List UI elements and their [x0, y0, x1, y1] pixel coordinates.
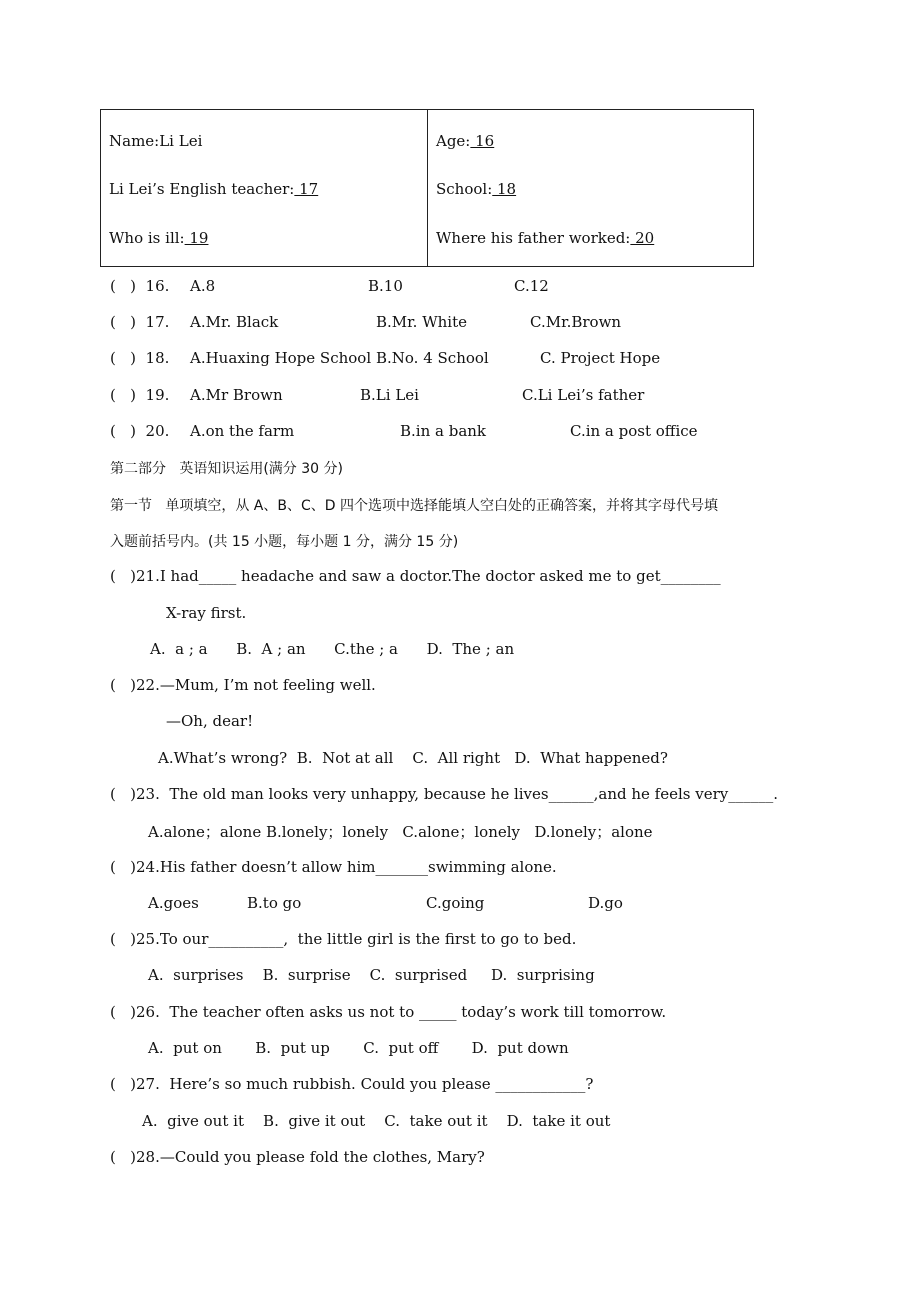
- question-stem: ( )25.To our__________, the little girl is the first to go to bed.: [110, 930, 577, 948]
- section-one-instructions-line1: 第一节 单项填空，从 A、B、C、D 四个选项中选择能填人空白处的正确答案，并将其字母代号填: [110, 498, 718, 514]
- father-work-cell: [436, 229, 654, 247]
- teacher-label: Li Lei’s English teacher:: [109, 180, 295, 198]
- question-number: ( ) 17.: [110, 313, 170, 331]
- option-c: C.going: [426, 894, 485, 912]
- option-c: C.12: [514, 277, 549, 295]
- question-number: ( ) 20.: [110, 422, 170, 440]
- section-one-instructions-line2: 入题前括号内。(共 15 小题，每小题 1 分，满分 15 分): [110, 534, 459, 550]
- question-options: A. surprises B. surprise C. surprised D. surprising: [148, 966, 595, 984]
- question-options: A. put on B. put up C. put off D. put down: [148, 1039, 569, 1057]
- option-b: B.No. 4 School: [376, 349, 489, 367]
- father-work-label: Where his father worked:: [436, 229, 631, 247]
- option-a: A.8: [190, 277, 216, 295]
- option-b: B.Li Lei: [360, 386, 419, 404]
- question-options: A. a ; a B. A ; an C.the ; a D. The ; an: [150, 640, 515, 658]
- question-stem: ( )28.—Could you please fold the clothes, Mary?: [110, 1148, 485, 1166]
- info-table-right-column: [428, 110, 755, 266]
- info-table: [100, 109, 754, 267]
- option-a: A.on the farm: [190, 422, 295, 440]
- ill-cell: [109, 229, 208, 247]
- name-cell: [109, 132, 202, 150]
- option-c: C.Li Lei’s father: [522, 386, 645, 404]
- option-b: B.10: [368, 277, 403, 295]
- question-stem-continued: X-ray first.: [166, 604, 247, 622]
- question-number: ( ) 16.: [110, 277, 170, 295]
- question-stem: ( )23. The old man looks very unhappy, because he lives______,and he feels very______.: [110, 785, 778, 803]
- teacher-answer-blank: 17: [294, 180, 319, 198]
- father-work-answer-blank: 20: [630, 229, 655, 247]
- question-stem: ( )24.His father doesn’t allow him_______swimming alone.: [110, 858, 557, 876]
- question-stem: ( )27. Here’s so much rubbish. Could you please ____________?: [110, 1075, 594, 1093]
- school-label: School:: [436, 180, 493, 198]
- option-b: B.in a bank: [400, 422, 487, 440]
- option-a: A.goes: [148, 894, 199, 912]
- option-b: B.Mr. White: [376, 313, 467, 331]
- ill-answer-blank: 19: [184, 229, 209, 247]
- question-stem: ( )26. The teacher often asks us not to _____ today’s work till tomorrow.: [110, 1003, 667, 1021]
- option-d: D.go: [588, 894, 623, 912]
- question-number: ( ) 19.: [110, 386, 170, 404]
- school-cell: [436, 180, 516, 198]
- ill-label: Who is ill:: [109, 229, 185, 247]
- age-answer-blank: 16: [470, 132, 495, 150]
- option-a: A.Mr. Black: [190, 313, 279, 331]
- question-options: A.What’s wrong? B. Not at all C. All right D. What happened?: [158, 749, 668, 767]
- question-stem: ( )21.I had_____ headache and saw a doctor.The doctor asked me to get________: [110, 567, 721, 585]
- option-c: C.in a post office: [570, 422, 698, 440]
- age-label: Age:: [436, 132, 471, 150]
- part-two-title: 第二部分 英语知识运用(满分 30 分): [110, 461, 343, 477]
- question-options: A.alone；alone B.lonely；lonely C.alone；lonely D.lonely；alone: [148, 823, 653, 841]
- option-a: A.Mr Brown: [190, 386, 283, 404]
- age-cell: [436, 132, 494, 150]
- name-label: Name:Li Lei: [109, 132, 203, 150]
- question-number: ( ) 18.: [110, 349, 170, 367]
- info-table-left-column: [101, 110, 428, 266]
- option-a: A.Huaxing Hope School: [190, 349, 372, 367]
- question-stem: ( )22.—Mum, I’m not feeling well.: [110, 676, 376, 694]
- option-c: C.Mr.Brown: [530, 313, 622, 331]
- question-options: A. give out it B. give it out C. take out it D. take it out: [142, 1112, 611, 1130]
- option-b: B.to go: [247, 894, 302, 912]
- teacher-cell: [109, 180, 318, 198]
- question-stem-continued: —Oh, dear!: [166, 712, 254, 730]
- option-c: C. Project Hope: [540, 349, 661, 367]
- school-answer-blank: 18: [492, 180, 517, 198]
